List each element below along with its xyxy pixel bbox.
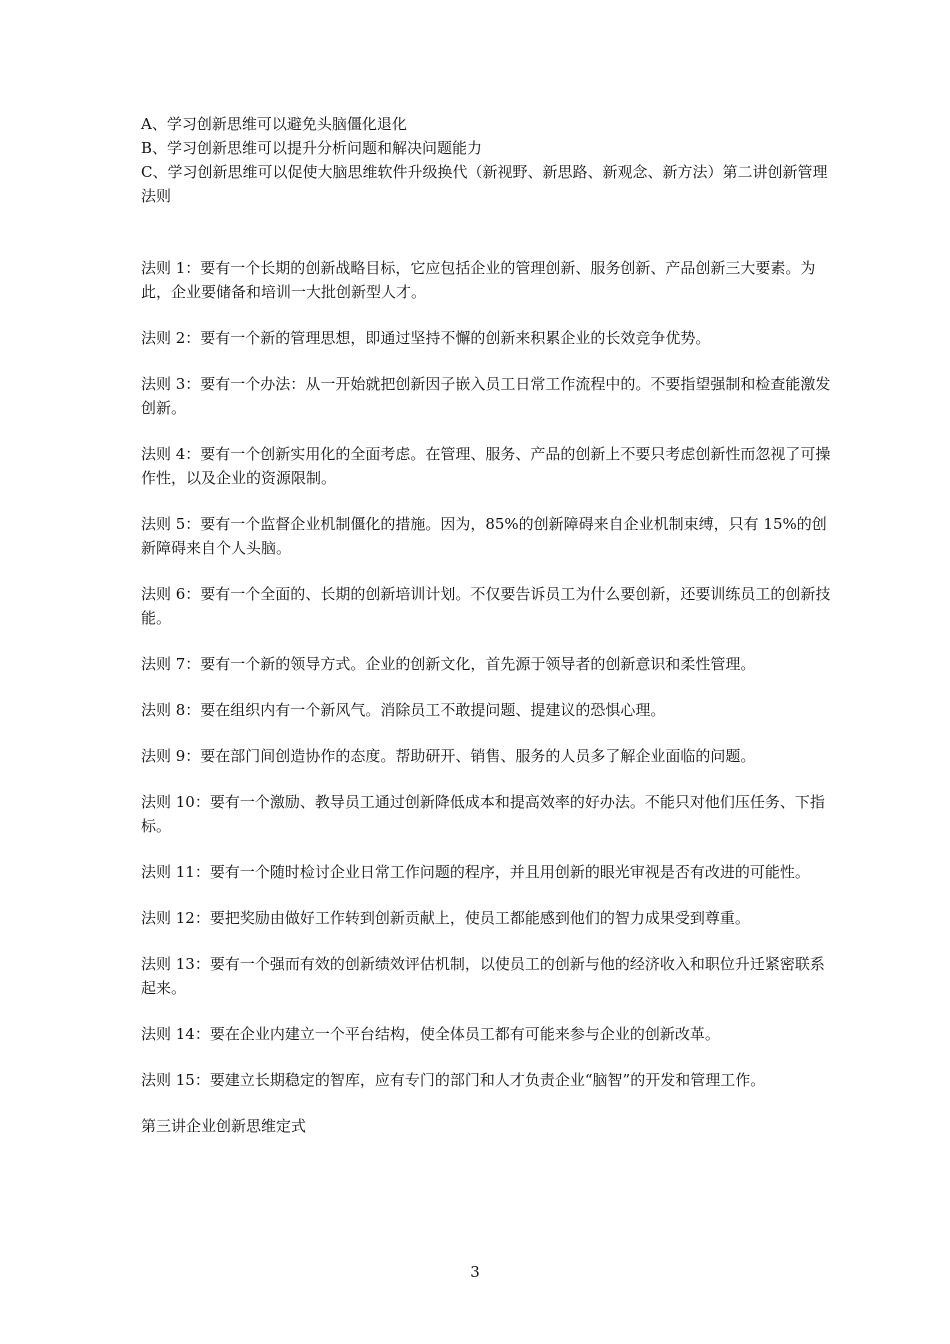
law-11: 法则 11：要有一个随时检讨企业日常工作问题的程序，并且用创新的眼光审视是否有改进的可能性。: [141, 863, 810, 881]
law-8: 法则 8：要在组织内有一个新风气。消除员工不敢提问题、提建议的恐惧心理。: [141, 701, 666, 719]
section-heading: 第三讲企业创新思维定式: [141, 1117, 307, 1135]
intro-item-a: A、学习创新思维可以避免头脑僵化退化: [141, 115, 407, 133]
page-content: [141, 112, 831, 1138]
law-2: 法则 2：要有一个新的管理思想，即通过坚持不懈的创新来积累企业的长效竞争优势。: [141, 329, 711, 347]
law-12: 法则 12：要把奖励由做好工作转到创新贡献上，使员工都能感到他们的智力成果受到尊重。: [141, 909, 750, 927]
law-7: 法则 7：要有一个新的领导方式。企业的创新文化，首先源于领导者的创新意识和柔性管理。: [141, 655, 756, 673]
law-6: 法则 6：要有一个全面的、长期的创新培训计划。不仅要告诉员工为什么要创新，还要训练员工的创新技能。: [141, 585, 831, 627]
page-number: 3: [470, 1263, 480, 1281]
law-14: 法则 14：要在企业内建立一个平台结构，使全体员工都有可能来参与企业的创新改革。: [141, 1025, 720, 1043]
law-10: 法则 10：要有一个激励、教导员工通过创新降低成本和提高效率的好办法。不能只对他们压任务、下指标。: [141, 793, 825, 835]
law-1: 法则 1：要有一个长期的创新战略目标，它应包括企业的管理创新、服务创新、产品创新三大要素。为此，企业要储备和培训一大批创新型人才。: [141, 259, 816, 301]
law-4: 法则 4：要有一个创新实用化的全面考虑。在管理、服务、产品的创新上不要只考虑创新性而忽视了可操作性，以及企业的资源限制。: [141, 445, 831, 487]
law-3: 法则 3：要有一个办法：从一开始就把创新因子嵌入员工日常工作流程中的。不要指望强制和检查能激发创新。: [141, 375, 831, 417]
intro-item-c: C、学习创新思维可以促使大脑思维软件升级换代（新视野、新思路、新观念、新方法）第二讲创新管理法则: [141, 163, 828, 205]
law-15: 法则 15：要建立长期稳定的智库，应有专门的部门和人才负责企业“脑智”的开发和管理工作。: [141, 1071, 766, 1089]
law-13: 法则 13：要有一个强而有效的创新绩效评估机制，以使员工的创新与他的经济收入和职位升迁紧密联系起来。: [141, 955, 825, 997]
law-9: 法则 9：要在部门间创造协作的态度。帮助研开、销售、服务的人员多了解企业面临的问题。: [141, 747, 756, 765]
spacer: [141, 208, 831, 256]
law-5: 法则 5：要有一个监督企业机制僵化的措施。因为，85%的创新障碍来自企业机制束缚，只有 15%的创新障碍来自个人头脑。: [141, 515, 827, 557]
intro-item-b: B、学习创新思维可以提升分析问题和解决问题能力: [141, 139, 483, 157]
